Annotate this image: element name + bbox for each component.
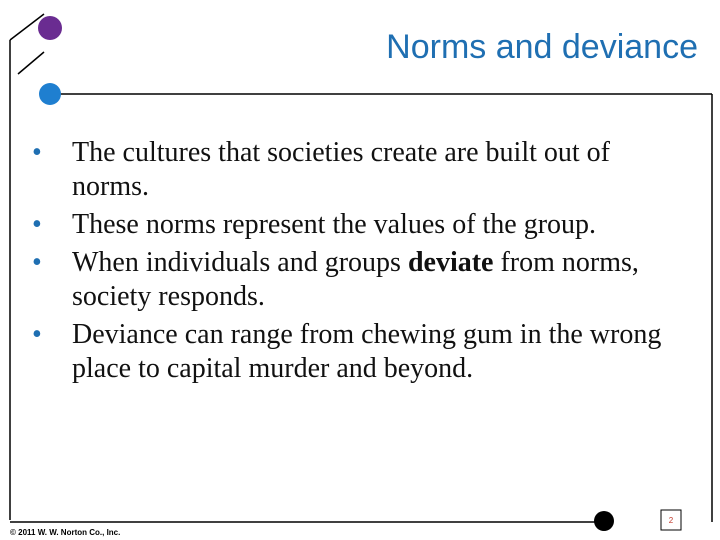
page-number: 2 [668, 516, 674, 525]
bullet-item [30, 208, 690, 242]
bullet-item [30, 318, 690, 386]
bullet-icon: • [32, 319, 42, 350]
copyright-footer: © 2011 W. W. Norton Co., Inc. [10, 528, 121, 537]
bullet-text: The cultures that societies create are built out of norms. [72, 137, 611, 202]
bullet-item [30, 136, 690, 204]
bullet-icon: • [32, 137, 42, 168]
corner-line-left [18, 52, 44, 74]
bullet-item [30, 246, 690, 314]
bullet-icon: • [32, 209, 42, 240]
bullet-icon: • [32, 247, 42, 278]
slide-title: Norms and deviance [386, 28, 698, 66]
bullet-text-after: from norms, society responds. [72, 247, 639, 312]
bullet-keyword: deviate [407, 247, 494, 278]
bullet-text: These norms represent the values of the group. [72, 209, 597, 240]
bullet-text: When individuals and groups [72, 247, 408, 278]
bullet-text: Deviance can range from chewing gum in the wrong place to capital murder and beyond. [72, 319, 662, 384]
black-dot-icon [594, 511, 614, 531]
purple-dot-icon [38, 16, 62, 40]
blue-dot-icon [39, 83, 61, 105]
bullet-list [30, 136, 690, 390]
